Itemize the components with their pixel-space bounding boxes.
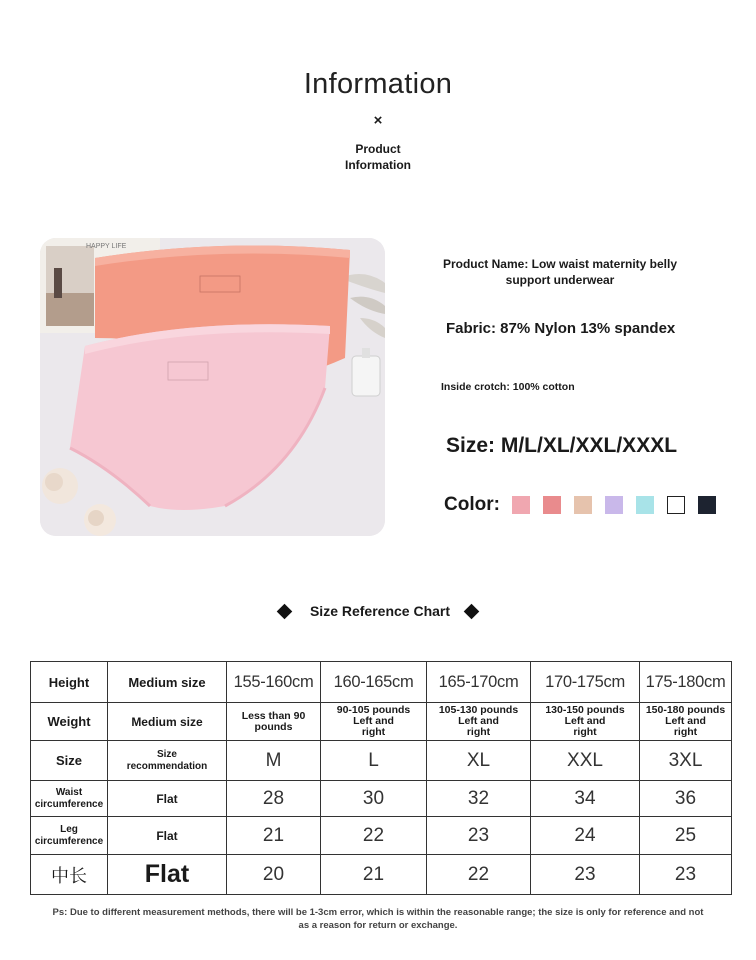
size-chart-title: Size Reference Chart [309,603,451,619]
product-name [430,256,690,288]
row-label-waist [31,781,108,817]
row-type-size [108,741,227,781]
color-swatch-white[interactable] [667,496,685,514]
row-label-leg-line-1: Leg [60,823,78,835]
row-type-waist: Flat [108,781,227,817]
weight-cell [321,703,427,741]
cross-icon: × [373,112,383,129]
row-type-size-line-2: recommendation [126,760,208,772]
height-cell: 155-160cm [227,662,321,703]
table-row-weight [31,703,732,741]
waist-cell: 36 [640,781,732,817]
table-row-mid-length [31,855,732,895]
row-type-leg: Flat [108,817,227,855]
table-row-waist [31,781,732,817]
size-cell: L [321,741,427,781]
product-photo [40,238,385,536]
waist-cell: 34 [531,781,640,817]
weight-line: Left and [458,715,499,727]
product-photo-illustration [40,238,385,536]
size-table [30,661,732,895]
weight-cell [531,703,640,741]
height-cell: 160-165cm [321,662,427,703]
leg-cell: 22 [321,817,427,855]
table-row-leg [31,817,732,855]
row-type-weight: Medium size [108,703,227,741]
waist-cell: 32 [427,781,531,817]
size-cell: XXL [531,741,640,781]
mid-length-cell: 23 [640,855,732,895]
row-type-mid-length: Flat [108,855,227,895]
weight-cell [227,703,321,741]
weight-cell [640,703,732,741]
photo-label: HAPPY LIFE [86,243,127,250]
row-label-size: Size [31,741,108,781]
row-type-height: Medium size [108,662,227,703]
color-swatch-coral[interactable] [543,496,561,514]
fabric-info: Fabric: 87% Nylon 13% spandex [446,320,676,337]
waist-cell: 28 [227,781,321,817]
mid-length-cell: 21 [321,855,427,895]
subtitle-line-1: Product [355,142,401,156]
product-name-line-2: support underwear [505,273,615,287]
diamond-icon [464,603,480,619]
section-subtitle [0,141,756,173]
mid-length-cell: 23 [531,855,640,895]
size-cell: 3XL [640,741,732,781]
color-swatch-aqua[interactable] [636,496,654,514]
weight-line: 150-180 pounds [645,704,726,716]
row-label-waist-line-2: circumference [34,798,104,810]
leg-cell: 25 [640,817,732,855]
leg-cell: 24 [531,817,640,855]
leg-cell: 23 [427,817,531,855]
height-cell: 165-170cm [427,662,531,703]
row-label-leg-line-2: circumference [34,835,104,847]
color-label: Color: [444,494,500,515]
weight-line: pounds [254,720,293,733]
weight-cell [427,703,531,741]
weight-line: Left and [564,715,606,727]
weight-line: right [466,726,491,738]
disclaimer-note: Ps: Due to different measurement methods, there will be 1-3cm error, which is within the reasonable range; the size is only for reference and not as a reason for return or exchange. [52,907,704,931]
crotch-info: Inside crotch: 100% cotton [441,381,575,393]
color-row [444,494,729,516]
diamond-icon [277,603,293,619]
size-info: Size: M/L/XL/XXL/XXXL [446,434,678,457]
weight-line: Left and [353,715,394,727]
mid-length-cell: 20 [227,855,321,895]
weight-line: right [573,726,597,738]
leg-cell: 21 [227,817,321,855]
weight-line: 130-150 pounds [545,704,625,716]
row-label-waist-line-1: Waist [55,786,83,798]
height-cell: 170-175cm [531,662,640,703]
weight-line: 105-130 pounds [438,704,519,716]
weight-line: right [673,726,698,738]
row-type-size-line-1: Size [156,748,177,760]
page-title: Information [303,68,453,100]
perfume-bottle [352,356,380,396]
weight-line: Left and [665,715,706,727]
color-swatch-beige[interactable] [574,496,592,514]
row-label-mid-length: 中长 [31,855,108,895]
table-row-size [31,741,732,781]
size-cell: M [227,741,321,781]
row-label-height: Height [31,662,108,703]
mid-length-cell: 22 [427,855,531,895]
waist-cell: 30 [321,781,427,817]
size-chart-heading [0,603,756,619]
weight-line: 90-105 pounds [336,704,411,716]
subtitle-line-2: Information [345,158,411,172]
table-row-height [31,662,732,703]
size-cell: XL [427,741,531,781]
weight-line: right [361,726,386,738]
color-swatch-lavender[interactable] [605,496,623,514]
color-swatch-pink[interactable] [512,496,530,514]
weight-line: Less than 90 [241,709,306,722]
row-label-weight: Weight [31,703,108,741]
row-label-leg [31,817,108,855]
color-swatch-navy[interactable] [698,496,716,514]
height-cell: 175-180cm [640,662,732,703]
product-name-line-1: Product Name: Low waist maternity belly [442,257,678,271]
